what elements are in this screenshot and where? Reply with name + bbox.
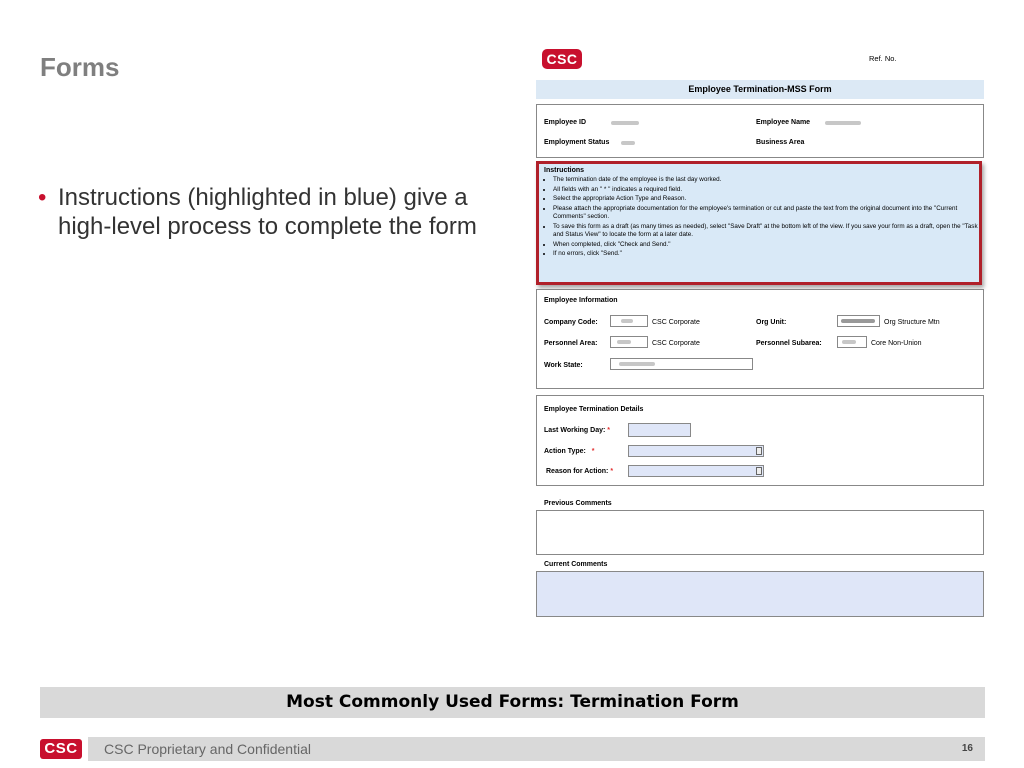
org-unit-text: Org Structure Mtn: [884, 319, 940, 326]
instruction-item: • If no errors, click "Send.": [553, 250, 978, 258]
employee-information-box: [536, 289, 984, 389]
personnel-subarea-text: Core Non-Union: [871, 340, 922, 347]
bullet-item: [38, 183, 478, 241]
company-code-label: Company Code:: [544, 319, 598, 326]
current-comments-textarea[interactable]: [536, 571, 984, 617]
employee-id-label: Employee ID: [544, 119, 587, 126]
instructions-panel: [536, 161, 982, 285]
org-unit-label: Org Unit:: [756, 319, 787, 326]
personnel-subarea-label: Personnel Subarea:: [756, 340, 822, 347]
footer-csc-logo: CSC: [40, 739, 82, 759]
instruction-item: • Please attach the appropriate documentation for the employee's termination or cut and paste the text from the original document into the "Current Comments" section.: [553, 205, 978, 222]
footer-banner: Most Commonly Used Forms: Termination Form: [40, 687, 985, 718]
instruction-item: • To save this form as a draft (as many times as needed), select "Save Draft" at the bottom left of the view. If you save your form as a draft, open the "Task and Status View" to locate the form at a later date.: [553, 223, 978, 240]
bullet-dot-icon: •: [38, 184, 47, 211]
employee-information-heading: Employee Information: [544, 297, 618, 304]
employment-status-label: Employment Status: [544, 139, 610, 146]
termination-details-heading: Employee Termination Details: [544, 406, 644, 413]
form-title: Employee Termination-MSS Form: [536, 80, 984, 99]
personnel-area-field[interactable]: [610, 336, 648, 348]
employee-header-box: [536, 104, 984, 158]
business-area-label: Business Area: [756, 139, 805, 146]
employee-id-value: [611, 120, 639, 127]
last-working-day-label: Last Working Day: *: [544, 427, 611, 434]
page-number: 16: [961, 743, 973, 754]
personnel-area-label: Personnel Area:: [544, 340, 598, 347]
org-unit-field[interactable]: [837, 315, 880, 327]
confidential-bar: [88, 737, 985, 761]
employee-name-value: [825, 120, 861, 127]
company-code-text: CSC Corporate: [652, 319, 700, 326]
instructions-heading: Instructions: [544, 167, 585, 174]
previous-comments-label: Previous Comments: [544, 500, 612, 507]
work-state-label: Work State:: [544, 362, 583, 369]
reason-for-action-label: Reason for Action: *: [546, 468, 614, 475]
reason-for-action-select[interactable]: [628, 465, 764, 477]
current-comments-label: Current Comments: [544, 561, 608, 568]
personnel-subarea-field[interactable]: [837, 336, 867, 348]
ref-no-label: Ref. No.: [869, 54, 897, 63]
personnel-area-text: CSC Corporate: [652, 340, 700, 347]
employment-status-value: [621, 140, 635, 147]
instructions-list: [539, 176, 978, 260]
last-working-day-input[interactable]: [628, 423, 691, 437]
employee-name-label: Employee Name: [756, 119, 811, 126]
instruction-item: • The termination date of the employee is the last day worked.: [553, 176, 978, 184]
csc-logo: CSC: [542, 49, 582, 69]
form-screenshot: [536, 40, 984, 622]
work-state-field[interactable]: [610, 358, 753, 370]
action-type-select[interactable]: [628, 445, 764, 457]
instruction-item: • When completed, click "Check and Send.": [553, 241, 978, 249]
previous-comments-box: [536, 510, 984, 555]
company-code-field[interactable]: [610, 315, 648, 327]
termination-details-box: [536, 395, 984, 486]
instruction-item: • Select the appropriate Action Type and Reason.: [553, 195, 978, 203]
confidential-text: CSC Proprietary and Confidential: [104, 741, 311, 757]
slide-title: Forms: [40, 52, 120, 82]
bullet-text: Instructions (highlighted in blue) give a high-level process to complete the form: [58, 184, 477, 240]
instruction-item: • All fields with an " * " indicates a required field.: [553, 186, 978, 194]
action-type-label: Action Type: *: [544, 448, 595, 455]
